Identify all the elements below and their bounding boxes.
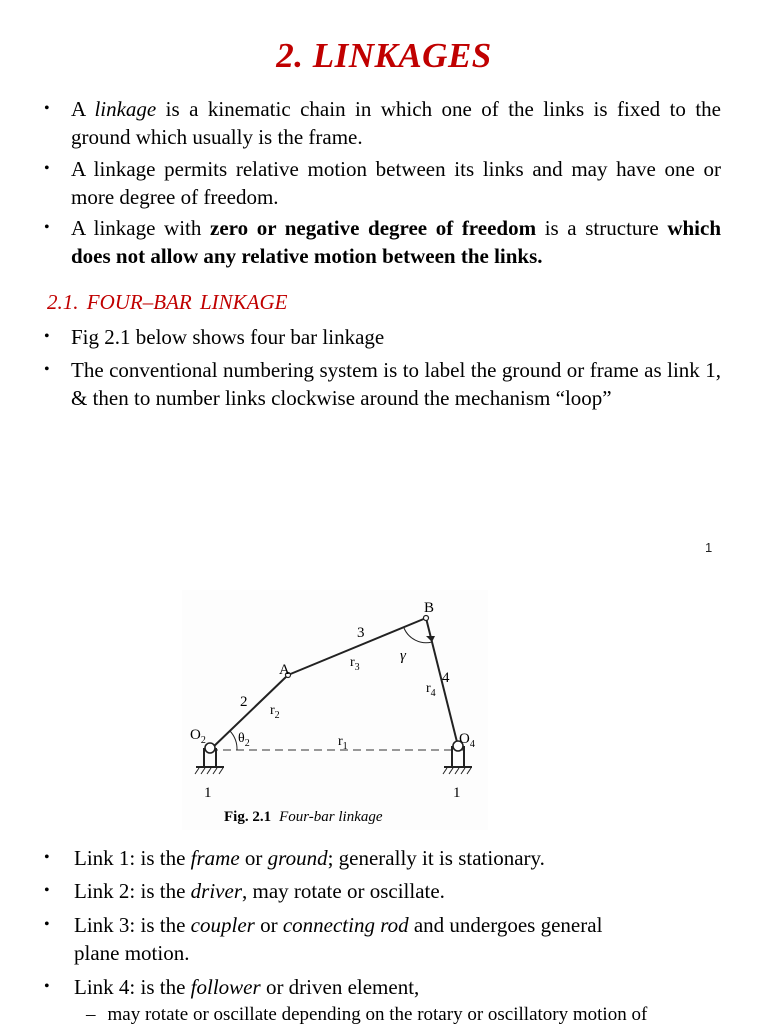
label-o2: $O_2$ — [190, 727, 206, 746]
label-ground-left: 1 — [204, 785, 212, 801]
bullet-dot: • — [44, 100, 50, 117]
bullet-dot: • — [44, 849, 50, 866]
text: or — [239, 846, 268, 870]
label-link-2: 2 — [240, 694, 248, 710]
label-r1: $r_1$ — [338, 734, 348, 752]
label-theta2: $\theta_2$ — [238, 731, 250, 749]
bullet-3 — [44, 214, 722, 270]
label-ground-right: 1 — [453, 785, 461, 801]
term: frame — [190, 846, 240, 870]
text: is a structure — [536, 216, 668, 240]
link-3-item — [44, 911, 614, 967]
text: A — [71, 97, 95, 121]
term: ground — [267, 846, 328, 870]
bold-phrase: zero or negative degree of freedom — [210, 216, 537, 240]
label-r2: $r_2$ — [270, 703, 280, 721]
page-title: 2. LINKAGES — [276, 36, 492, 75]
bullet-dot: • — [44, 882, 50, 899]
page-number: 1 — [705, 540, 713, 555]
text: Link 3: is the — [74, 913, 191, 937]
text: , may rotate or oscillate. — [242, 879, 445, 903]
term: connecting rod — [282, 913, 409, 937]
label-r3: $r_3$ — [350, 655, 360, 673]
bullet-dot: • — [44, 978, 50, 995]
text: and undergoes general plane motion. — [74, 913, 603, 965]
link-4-subitem — [86, 1004, 647, 1026]
figure-caption: Fig. 2.1 Four-bar linkage — [224, 809, 383, 825]
label-b: B — [424, 600, 435, 616]
text: Fig 2.1 below shows four bar linkage — [71, 325, 385, 349]
dash-marker: – — [86, 1004, 96, 1025]
text: is a kinematic chain in which one of the links is fixed to the ground which usually is the frame. — [71, 97, 721, 149]
term: follower — [190, 975, 261, 999]
bullet-dot: • — [44, 160, 50, 177]
bullet-dot: • — [44, 328, 50, 345]
text: Link 2: is the — [74, 879, 191, 903]
label-link-4: 4 — [442, 670, 450, 686]
bullet-dot: • — [44, 361, 50, 378]
link-4-item — [44, 973, 714, 1001]
bullet-2 — [44, 155, 721, 211]
text: A linkage with — [71, 216, 210, 240]
text: Link 1: is the — [74, 846, 191, 870]
bullet-dot: • — [44, 916, 50, 933]
figure-background — [182, 590, 488, 830]
text: may rotate or oscillate depending on the rotary or oscillatory motion of — [107, 1004, 648, 1025]
section-bullet-1 — [44, 323, 721, 351]
link-2-item — [44, 877, 714, 905]
bullet-1 — [44, 95, 721, 151]
label-link-3: 3 — [357, 625, 365, 641]
label-r4: $r_4$ — [426, 681, 436, 699]
section-title: 2.1. FOUR–BAR LINKAGE — [47, 290, 288, 314]
label-o4: $O_4$ — [459, 731, 475, 750]
text: A linkage permits relative motion between its links and may have one or more degree of freedom. — [71, 157, 721, 209]
label-a: A — [279, 662, 290, 678]
bullet-dot: • — [44, 219, 50, 236]
bold-phrase: which does not allow any relative motion between the links. — [71, 216, 722, 268]
text: or driven element, — [260, 975, 420, 999]
text: The conventional numbering system is to label the ground or frame as link 1, & then to number links clockwise around the mechanism “loop” — [71, 358, 721, 410]
label-gamma: γ — [400, 648, 406, 664]
text: or — [254, 913, 283, 937]
linkage-diagram — [182, 590, 488, 830]
text: Link 4: is the — [74, 975, 191, 999]
link-1-item — [44, 844, 714, 872]
term: coupler — [190, 913, 255, 937]
term-linkage: linkage — [94, 97, 157, 121]
four-bar-linkage-figure — [182, 590, 488, 830]
term: driver — [190, 879, 242, 903]
joint-b — [424, 616, 429, 621]
text: ; generally it is stationary. — [327, 846, 545, 870]
section-bullet-2 — [44, 356, 721, 412]
